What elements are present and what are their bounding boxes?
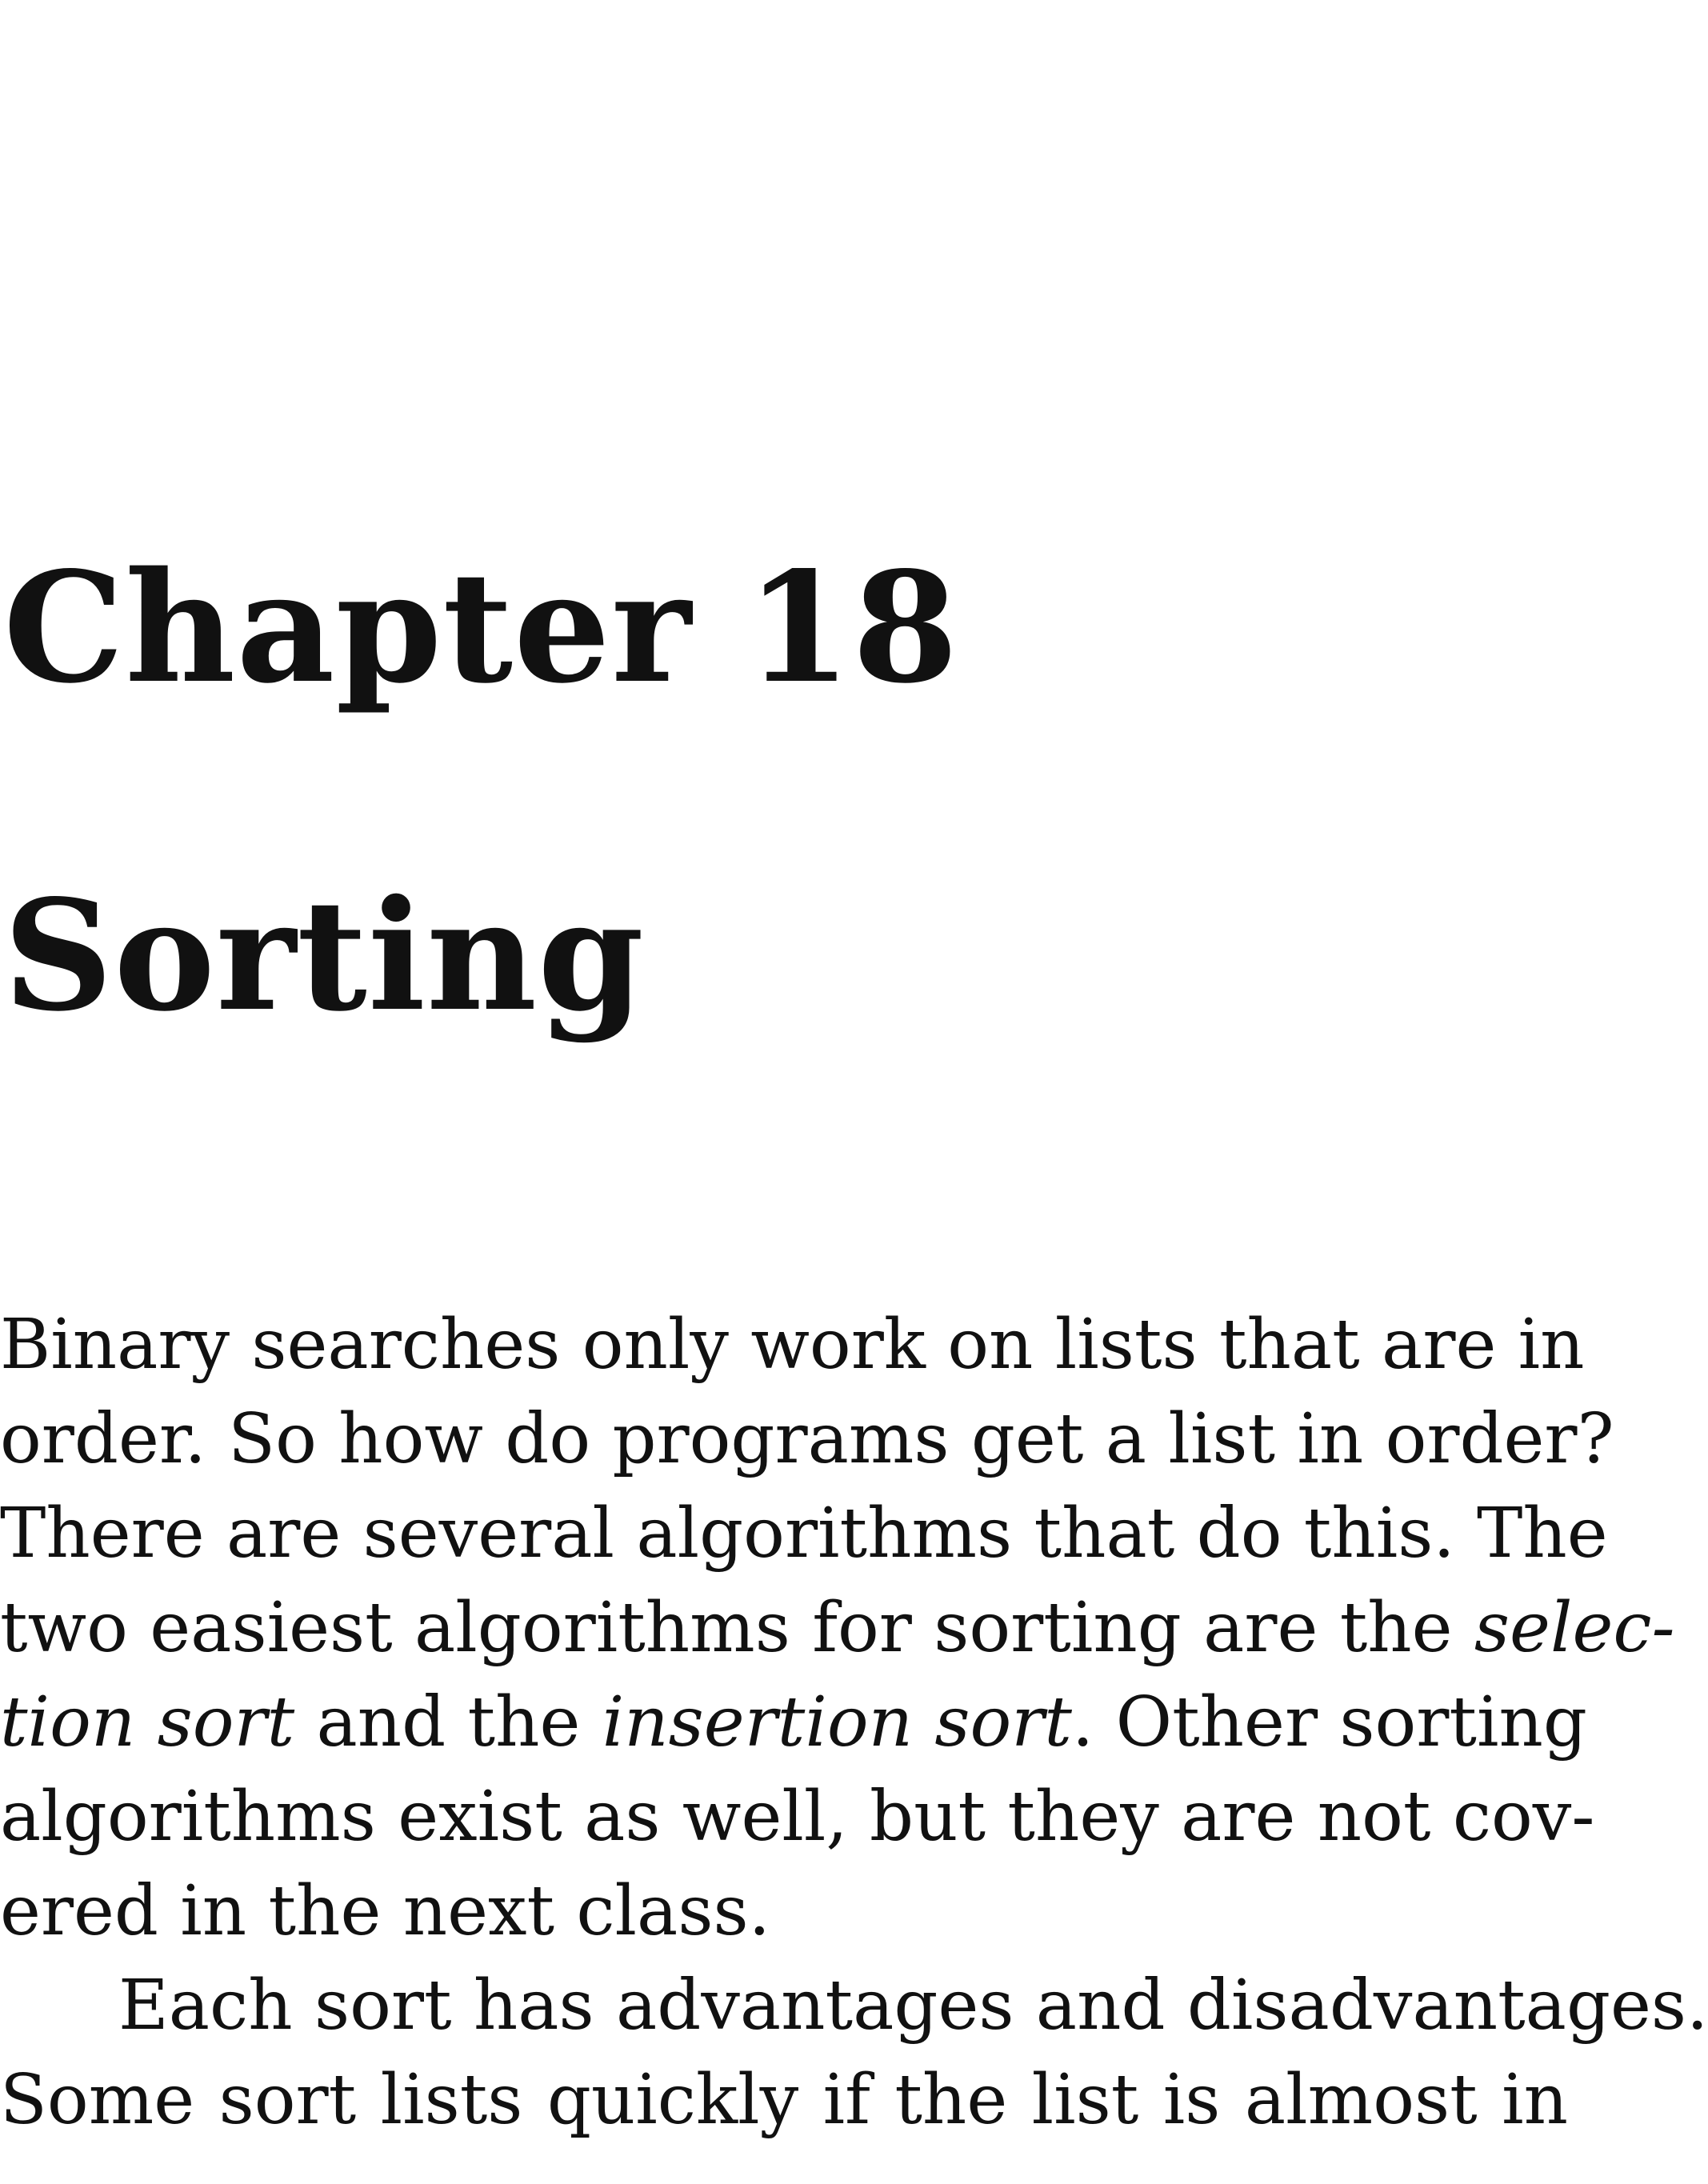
paragraph-1-line-5-post: . Other sorting xyxy=(1071,1682,1587,1762)
paragraph-1-line-5-mid: and the xyxy=(294,1682,602,1762)
paragraph-1-line-6: algorithms exist as well, but they are not cov- xyxy=(0,1777,1595,1857)
paragraph-2-line-1: Each sort has advantages and disadvantages. xyxy=(118,1966,1708,2046)
selection-sort-term-rest: tion sort xyxy=(0,1682,295,1762)
paragraph-1-line-1: Binary searches only work on lists that are in xyxy=(0,1305,1585,1385)
paragraph-1-line-5 xyxy=(0,1675,1587,1770)
selection-sort-term-part: selec- xyxy=(1474,1588,1675,1668)
paragraph-1-line-4-text: two easiest algorithms for sorting are the xyxy=(0,1588,1474,1668)
chapter-number-heading: Chapter 18 xyxy=(3,538,959,717)
insertion-sort-term: insertion sort xyxy=(602,1682,1072,1762)
paragraph-1-line-3: There are several algorithms that do this. The xyxy=(0,1494,1608,1574)
paragraph-1-line-7: ered in the next class. xyxy=(0,1871,770,1951)
paragraph-1-line-4 xyxy=(0,1581,1675,1675)
paragraph-2-line-2: Some sort lists quickly if the list is almost in xyxy=(0,2060,1568,2140)
paragraph-1-line-2: order. So how do programs get a list in order? xyxy=(0,1399,1614,1479)
chapter-title-heading: Sorting xyxy=(3,866,645,1045)
